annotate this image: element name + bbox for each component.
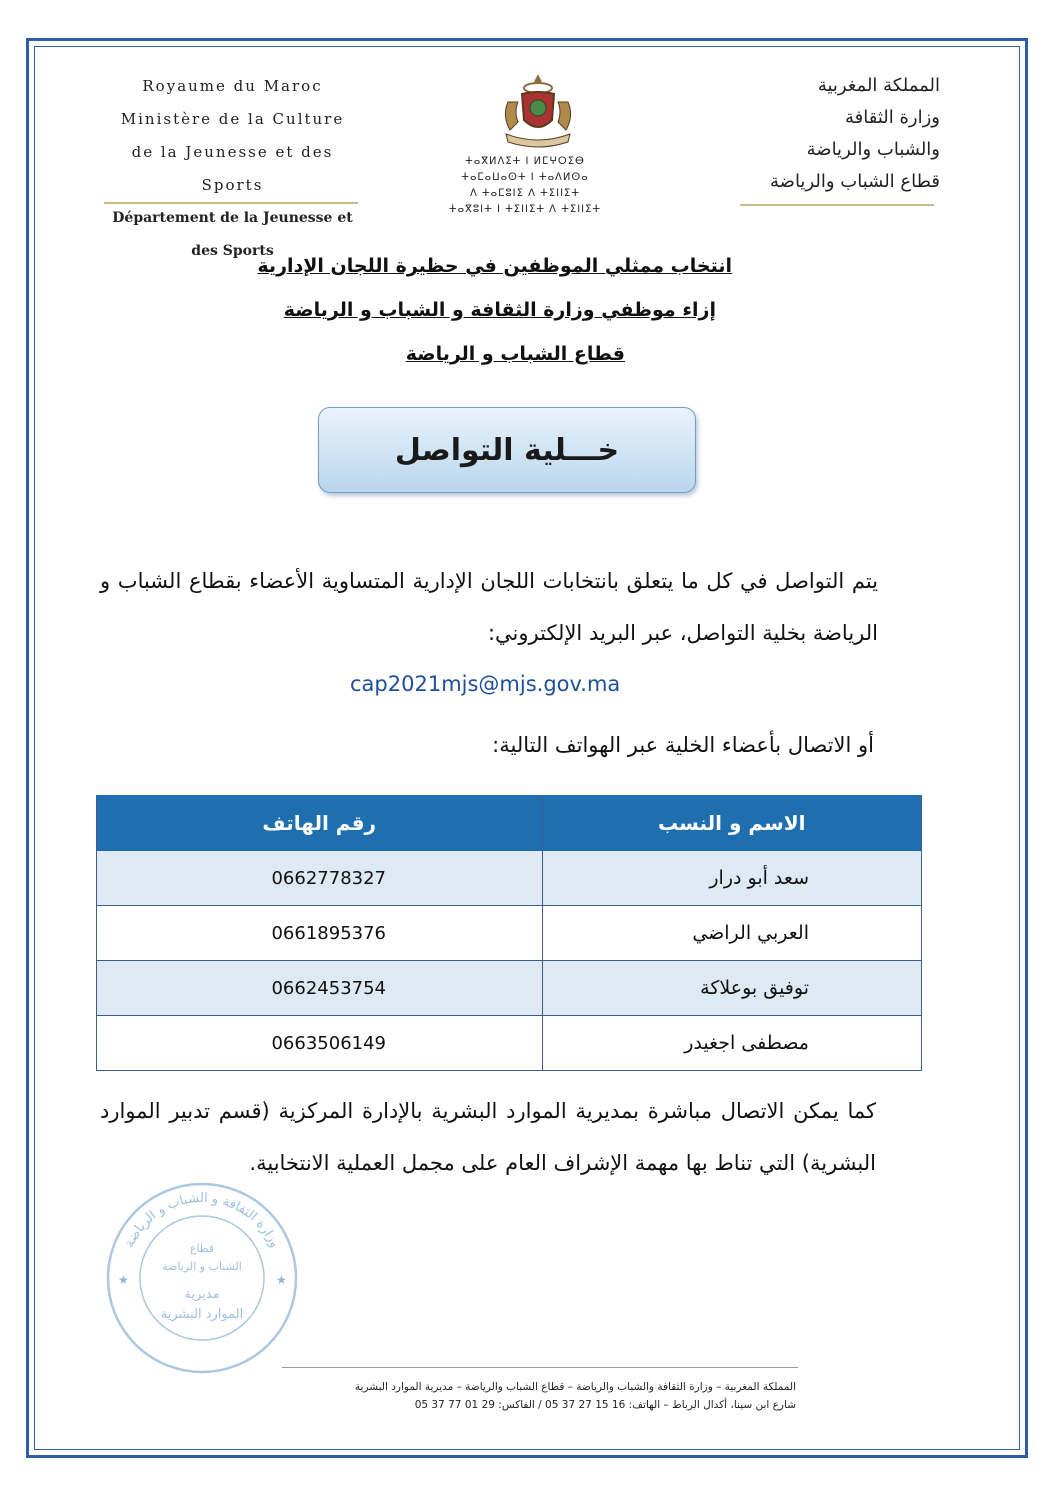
header-tifinagh-line1: ⵜⴰⴳⵍⴷⵉⵜ ⵏ ⵍⵎⵖⵔⵉⴱ xyxy=(465,156,585,167)
header-fr-line3: de la Jeunesse et des Sports xyxy=(131,143,334,194)
title-line1: انتخاب ممثلي الموظفين في حظيرة اللجان الإدارية xyxy=(257,255,732,277)
contact-email[interactable]: cap2021mjs@mjs.gov.ma xyxy=(350,672,621,696)
table-row xyxy=(97,961,922,1016)
stamp-text-2: الشباب و الرياضة xyxy=(162,1260,242,1273)
phones-intro: أو الاتصال بأعضاء الخلية عبر الهواتف التالية: xyxy=(492,733,874,757)
contact-phone: 0662778327 xyxy=(97,851,543,906)
contact-phone: 0661895376 xyxy=(97,906,543,961)
header-fr-line1: Royaume du Maroc xyxy=(142,77,323,95)
header-french xyxy=(100,70,365,268)
column-header-phone: رقم الهاتف xyxy=(97,796,543,851)
contacts-table xyxy=(96,795,922,1071)
contact-name: مصطفى اجغيدر xyxy=(542,1016,922,1071)
footer xyxy=(280,1378,796,1414)
stamp-star-icon: ★ xyxy=(276,1273,287,1287)
closing-paragraph: كما يمكن الاتصال مباشرة بمديرية الموارد البشرية بالإدارة المركزية (قسم تدبير الموارد البشرية) التي تناط بها مهمة الإشراف العام على مجمل العملية الانتخابية. xyxy=(100,1099,876,1175)
header-fr-line2: Ministère de la Culture xyxy=(120,110,345,128)
header-ar-line3: والشباب والرياضة xyxy=(806,139,940,160)
footer-line2: شارع ابن سينا، أكدال الرباط – الهاتف: 16 15 27 37 05 / الفاكس: 29 01 77 37 05 xyxy=(414,1399,796,1411)
header-tifinagh xyxy=(440,154,610,218)
table-row xyxy=(97,851,922,906)
table-row xyxy=(97,906,922,961)
stamp-text-1: قطاع xyxy=(189,1242,215,1255)
header-arabic xyxy=(730,70,940,198)
footer-line1: المملكة المغربية – وزارة الثقافة والشباب والرياضة – قطاع الشباب والرياضة – مديرية الموارد البشرية xyxy=(354,1381,796,1393)
header-tifinagh-line3: ⴷ ⵜⴰⵎⵓⵏⵉ ⴷ ⵜⵉⵏⵏⵉⵜ xyxy=(469,188,581,199)
header-fr-divider xyxy=(104,202,358,204)
contact-name: توفيق بوعلاكة xyxy=(542,961,922,1016)
document-titles xyxy=(160,244,740,376)
coat-of-arms-icon xyxy=(488,72,588,152)
table-row xyxy=(97,1016,922,1071)
contact-name: العربي الراضي xyxy=(542,906,922,961)
header-ar-divider xyxy=(740,204,934,206)
official-stamp xyxy=(104,1180,300,1376)
header-ar-line2: وزارة الثقافة xyxy=(845,107,940,128)
contact-phone: 0662453754 xyxy=(97,961,543,1016)
table-header-row xyxy=(97,796,922,851)
header-tifinagh-line2: ⵜⴰⵎⴰⵡⴰⵙⵜ ⵏ ⵜⴰⴷⵍⵙⴰ xyxy=(461,172,589,183)
stamp-star-icon: ★ xyxy=(118,1273,129,1287)
column-header-name: الاسم و النسب xyxy=(542,796,922,851)
stamp-text-4: الموارد البشرية xyxy=(160,1307,244,1322)
contact-name: سعد أبو درار xyxy=(542,851,922,906)
intro-paragraph: يتم التواصل في كل ما يتعلق بانتخابات اللجان الإدارية المتساوية الأعضاء بقطاع الشباب و الرياضة بخلية التواصل، عبر البريد الإلكتروني: xyxy=(100,569,878,645)
footer-divider xyxy=(282,1367,798,1368)
title-line3: قطاع الشباب و الرياضة xyxy=(405,343,625,365)
header-ar-line4: قطاع الشباب والرياضة xyxy=(770,171,940,192)
header-ar-line1: المملكة المغربية xyxy=(817,75,940,96)
header-tifinagh-line4: ⵜⴰⴳⵓⵏⵜ ⵏ ⵜⵉⵏⵏⵉⵜ ⴷ ⵜⵉⵏⵏⵉⵜ xyxy=(448,204,602,215)
header-fr-line4: Département de la Jeunesse et des Sports xyxy=(112,210,353,259)
communication-cell-banner: خـــلية التواصل xyxy=(318,407,696,493)
contact-phone: 0663506149 xyxy=(97,1016,543,1071)
stamp-outer-text: وزارة الثقافة و الشباب و الرياضة xyxy=(121,1190,283,1251)
title-line2: إزاء موظفي وزارة الثقافة و الشباب و الرياضة xyxy=(283,299,716,321)
stamp-text-3: مديرية xyxy=(184,1287,220,1302)
